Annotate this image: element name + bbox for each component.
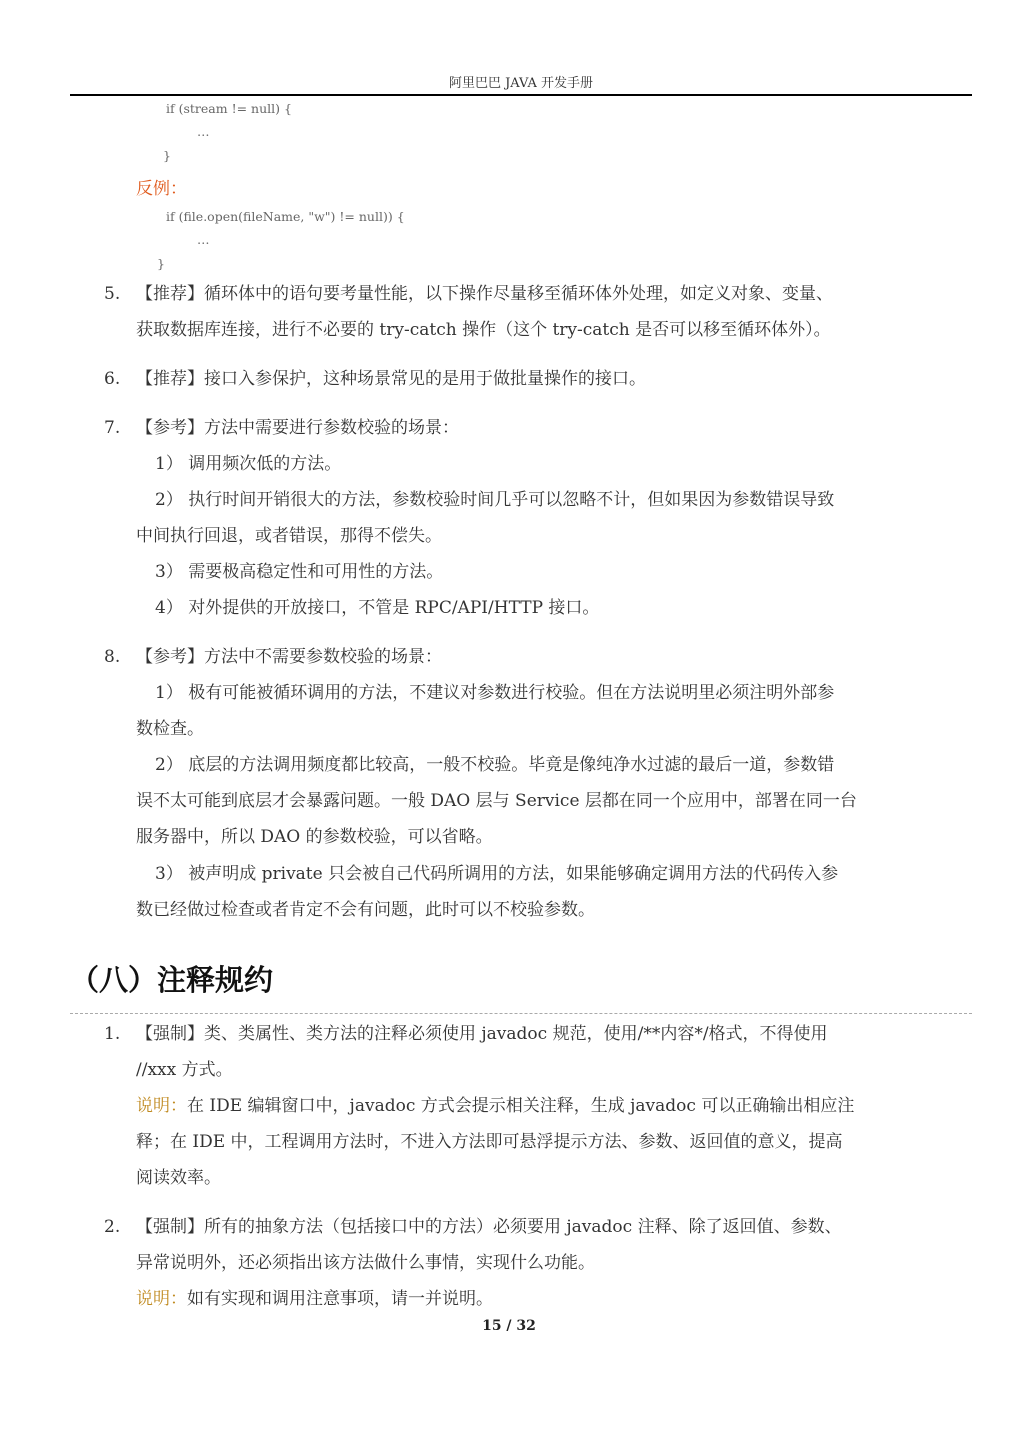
item-text: //xxx 方式。 — [136, 1060, 233, 1080]
sub-item: 数已经做过检查或者肯定不会有问题，此时可以不校验参数。 — [136, 900, 595, 920]
code-line: if (file.open(fileName, "w") != null)) { — [166, 209, 405, 224]
sub-item: 4） 对外提供的开放接口，不管是 RPC/API/HTTP 接口。 — [155, 598, 600, 618]
note-text: 在 IDE 编辑窗口中，javadoc 方式会提示相关注释，生成 javadoc 可以正确输出相应注 — [187, 1096, 855, 1116]
item-text: 获取数据库连接，进行不必要的 try-catch 操作（这个 try-catch 是否可以移至循环体外）。 — [136, 320, 831, 340]
note-text: 如有实现和调用注意事项，请一并说明。 — [187, 1289, 493, 1309]
item-text: 【参考】方法中不需要参数校验的场景： — [136, 647, 442, 667]
note-label: 说明： — [136, 1096, 187, 1116]
item-number: 6. — [104, 369, 121, 389]
code-line: … — [197, 124, 210, 139]
note-text: 释；在 IDE 中，工程调用方法时，不进入方法即可悬浮提示方法、参数、返回值的意义，提高 — [136, 1132, 843, 1152]
sub-item: 2） 执行时间开销很大的方法，参数校验时间几乎可以忽略不计，但如果因为参数错误导致 — [155, 490, 835, 510]
item-number: 7. — [104, 418, 121, 438]
item-number: 8. — [104, 647, 121, 667]
page-header — [70, 72, 972, 96]
sub-item: 2） 底层的方法调用频度都比较高，一般不校验。毕竟是像纯净水过滤的最后一道，参数错 — [155, 755, 835, 775]
item-text: 【参考】方法中需要进行参数校验的场景： — [136, 418, 459, 438]
code-line: } — [163, 148, 171, 163]
page-number: 15 / 32 — [482, 1318, 536, 1334]
item-text: 【推荐】循环体中的语句要考量性能，以下操作尽量移至循环体外处理，如定义对象、变量、 — [136, 284, 833, 304]
document-title: 阿里巴巴 JAVA 开发手册 — [448, 76, 594, 91]
sub-item: 误不太可能到底层才会暴露问题。一般 DAO 层与 Service 层都在同一个应用中，部署在同一台 — [136, 791, 857, 811]
sub-item: 中间执行回退，或者错误，那得不偿失。 — [136, 526, 442, 546]
section-heading: （八）注释规约 — [70, 963, 274, 997]
code-line: } — [157, 256, 165, 271]
item-text: 异常说明外，还必须指出该方法做什么事情，实现什么功能。 — [136, 1253, 595, 1273]
sub-item: 服务器中，所以 DAO 的参数校验，可以省略。 — [136, 827, 493, 847]
code-line: if (stream != null) { — [166, 101, 292, 116]
item-number: 5. — [104, 284, 121, 304]
sub-item: 1） 极有可能被循环调用的方法，不建议对参数进行校验。但在方法说明里必须注明外部参 — [155, 683, 835, 703]
sub-item: 数检查。 — [136, 719, 204, 739]
item-text: 【强制】类、类属性、类方法的注释必须使用 javadoc 规范，使用/**内容*/格式，不得使用 — [136, 1024, 828, 1044]
note-label: 说明： — [136, 1289, 187, 1309]
item-number: 1. — [104, 1024, 121, 1044]
sub-item: 3） 被声明成 private 只会被自己代码所调用的方法，如果能够确定调用方法的代码传入参 — [155, 864, 839, 884]
item-text: 【强制】所有的抽象方法（包括接口中的方法）必须要用 javadoc 注释、除了返回值、参数、 — [136, 1217, 842, 1237]
counter-example-label: 反例： — [136, 179, 187, 199]
item-number: 2. — [104, 1217, 121, 1237]
note-text: 阅读效率。 — [136, 1168, 221, 1188]
note-paragraph — [136, 1088, 854, 1124]
code-line: … — [197, 232, 210, 247]
sub-item: 1） 调用频次低的方法。 — [155, 454, 342, 474]
item-text: 【推荐】接口入参保护，这种场景常见的是用于做批量操作的接口。 — [136, 369, 646, 389]
note-paragraph — [136, 1281, 493, 1317]
section-divider — [70, 1013, 972, 1014]
sub-item: 3） 需要极高稳定性和可用性的方法。 — [155, 562, 444, 582]
